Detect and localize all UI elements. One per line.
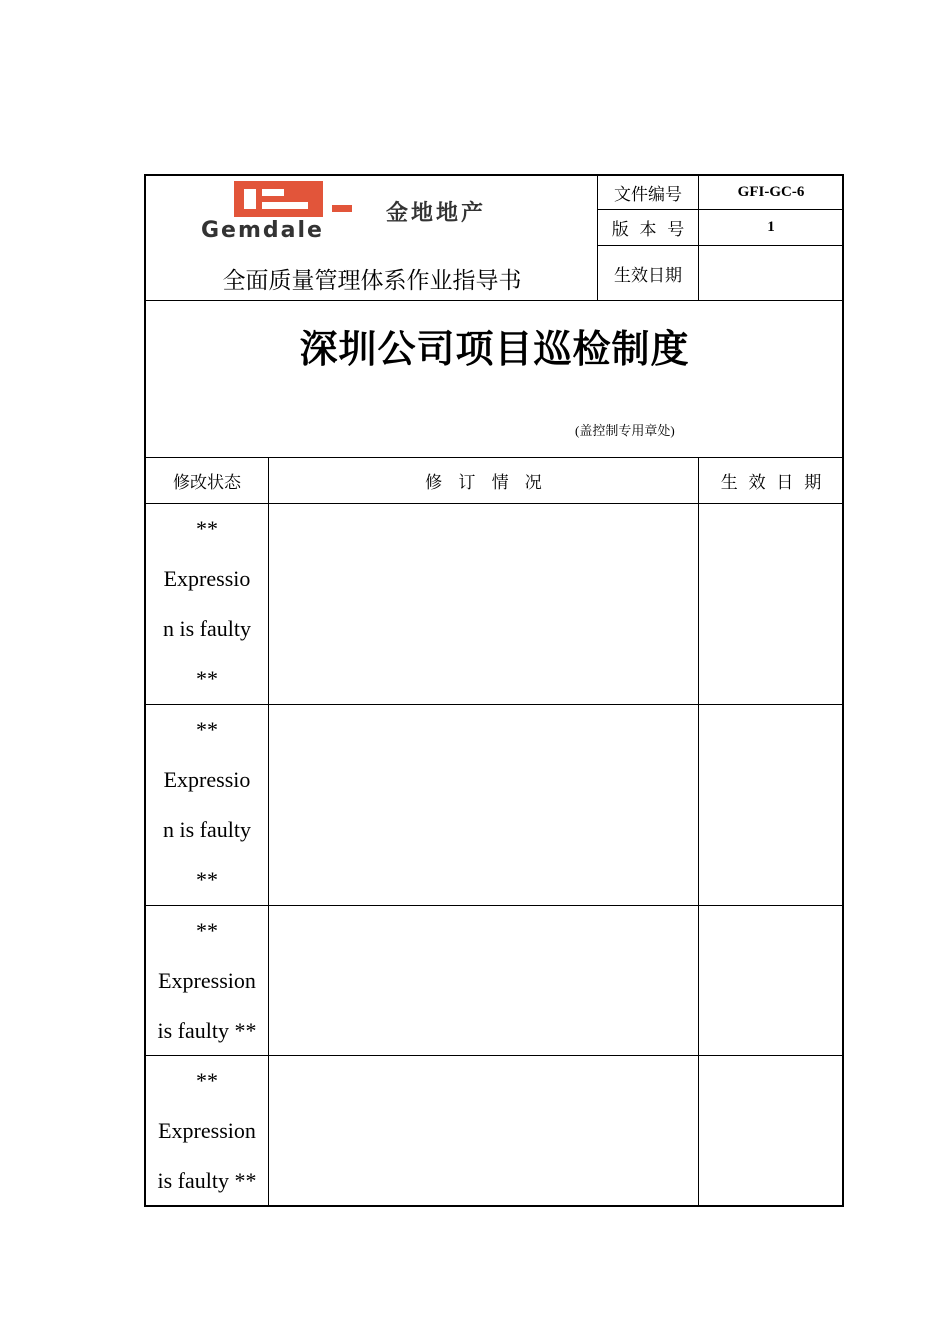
table-row-status: ** Expression is faulty ** <box>157 1068 257 1193</box>
table-row-effective <box>699 504 843 704</box>
table-row-effective <box>699 1056 843 1205</box>
effective-date-label: 生效日期 <box>614 265 682 286</box>
document-title: 深圳公司项目巡检制度 <box>299 326 690 371</box>
version-label: 版 本 号 <box>611 220 685 240</box>
table-row-status: ** Expressio n is faulty ** <box>163 516 251 691</box>
table-row-status: ** Expressio n is faulty ** <box>163 717 251 892</box>
logo-chinese: 金地地产 <box>386 201 487 226</box>
table-row-effective <box>699 705 843 905</box>
table-row-revision <box>269 504 698 704</box>
doc-number-label: 文件编号 <box>614 185 682 205</box>
column-header-status: 修改状态 <box>173 473 241 493</box>
stamp-placeholder: (盖控制专用章处) <box>575 423 675 438</box>
table-row-status: ** Expression is faulty ** <box>157 918 257 1043</box>
effective-date-value <box>699 246 843 300</box>
column-header-revision: 修 订 情 况 <box>425 473 542 493</box>
table-row-revision <box>269 906 698 1055</box>
doc-number-value: GFI-GC-6 <box>737 184 805 200</box>
system-subtitle: 全面质量管理体系作业指导书 <box>222 267 522 294</box>
column-header-effective: 生 效 日 期 <box>720 473 822 493</box>
logo-english: Gemdale <box>201 218 324 243</box>
version-value: 1 <box>767 219 775 235</box>
table-row-revision <box>269 705 698 905</box>
table-row-effective <box>699 906 843 1055</box>
table-row-revision <box>269 1056 698 1205</box>
